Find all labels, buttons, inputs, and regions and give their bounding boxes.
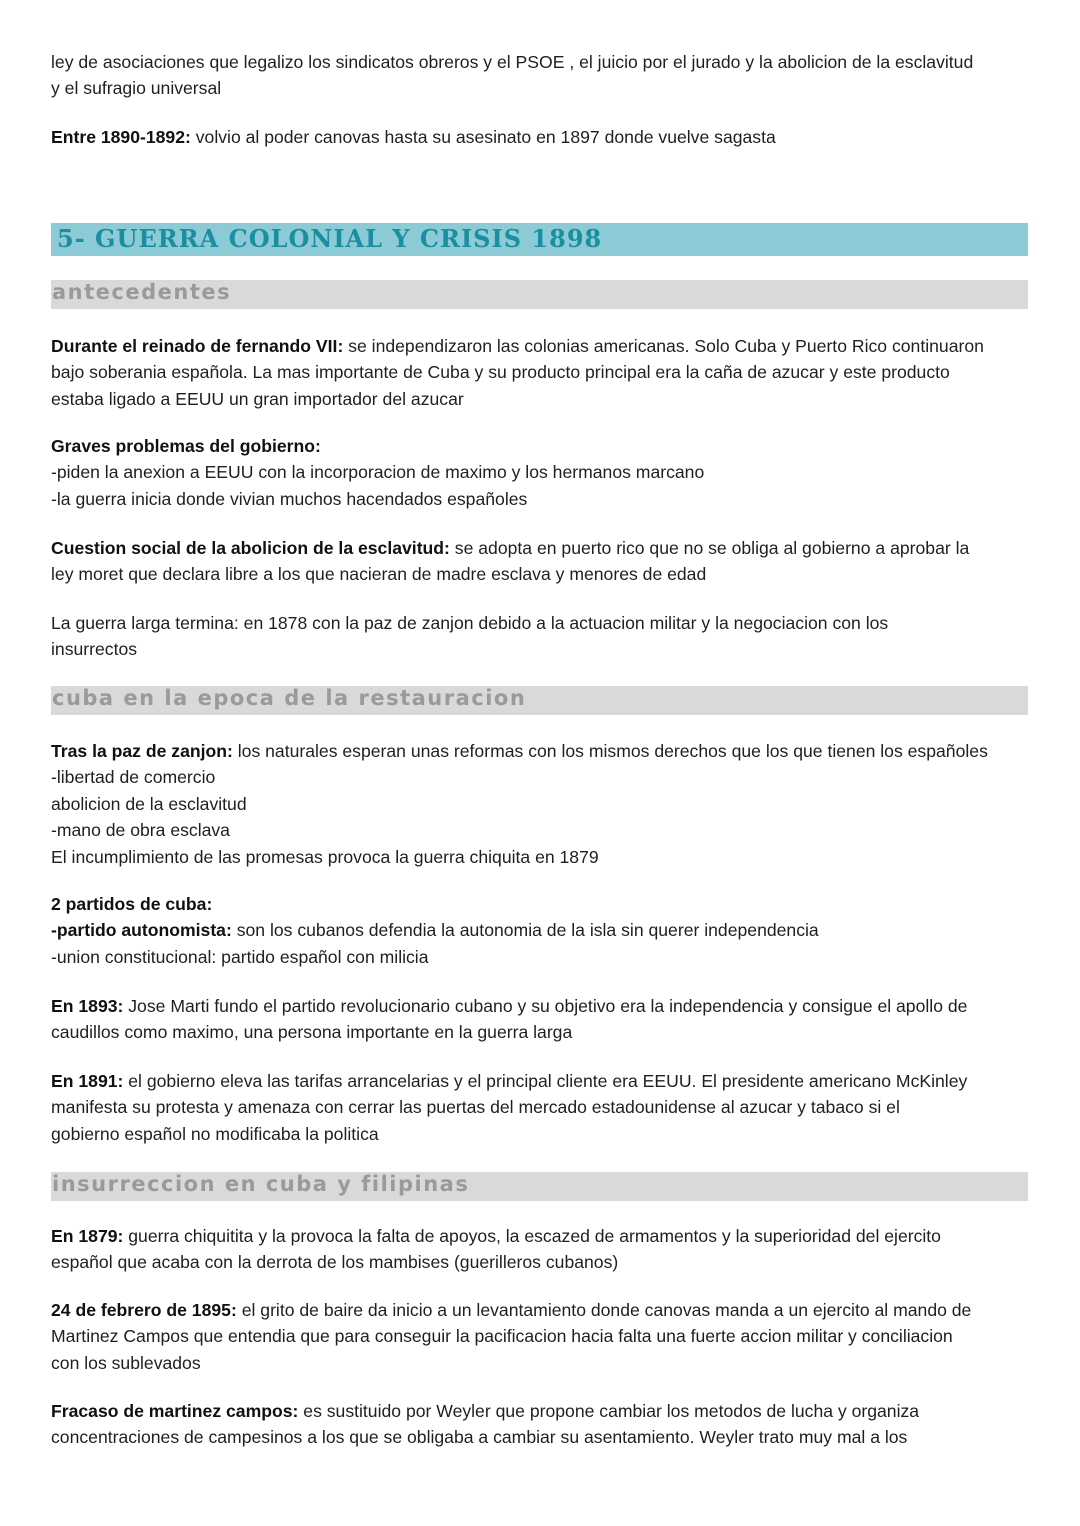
text-line <box>51 359 1041 385</box>
text-line <box>51 844 1041 870</box>
body-text: guerra chiquitita y la provoca la falta de apoyos, la escazed de armamentos y la superioridad del ejercito <box>123 1226 941 1246</box>
text-line <box>51 535 1041 561</box>
body-text: es sustituido por Weyler que propone cambiar los metodos de lucha y organiza <box>298 1401 920 1421</box>
paragraph <box>51 610 1041 663</box>
paragraph <box>51 433 1041 512</box>
body-text: abolicion de la esclavitud <box>51 793 247 814</box>
text-line <box>51 993 1041 1019</box>
text-line <box>51 433 1041 459</box>
bold-lead: Tras la paz de zanjon: <box>51 741 233 761</box>
text-line <box>51 386 1041 412</box>
body-text: La guerra larga termina: en 1878 con la paz de zanjon debido a la actuacion militar y la negociacion con los <box>51 613 889 633</box>
text-line <box>51 791 1041 817</box>
text-line <box>51 561 1041 587</box>
body-text: el grito de baire da inicio a un levantamiento donde canovas manda a un ejercito al mando de <box>236 1300 972 1320</box>
bold-lead: 24 de febrero de 1895: <box>51 1300 237 1320</box>
body-text: volvio al poder canovas hasta su asesinato en 1897 donde vuelve sagasta <box>190 127 776 147</box>
text-line <box>51 636 1041 662</box>
text-line <box>51 75 1041 101</box>
body-text: El incumplimiento de las promesas provoca la guerra chiquita en 1879 <box>51 846 599 867</box>
body-text: bajo soberania española. La mas importante de Cuba y su producto principal era la caña de azucar y este producto <box>51 362 950 383</box>
text-line <box>51 764 1041 790</box>
text-line <box>51 1424 1041 1450</box>
paragraph <box>51 333 1041 412</box>
bold-lead: -partido autonomista: <box>51 920 232 941</box>
text-line <box>51 891 1041 917</box>
paragraph <box>51 1398 1041 1451</box>
text-line <box>51 49 1041 75</box>
body-text: son los cubanos defendia la autonomia de la isla sin querer independencia <box>231 920 819 941</box>
body-text: -union constitucional: partido español con milicia <box>51 946 429 967</box>
paragraph <box>51 891 1041 970</box>
text-line <box>51 1297 1041 1323</box>
subheading-insurreccion <box>51 1172 1028 1201</box>
text-line <box>51 333 1041 359</box>
bold-lead: Graves problemas del gobierno: <box>51 436 321 456</box>
paragraph <box>51 993 1041 1046</box>
text-line <box>51 1350 1041 1376</box>
body-text: concentraciones de campesinos a los que se obligaba a cambiar su asentamiento. Weyler trato muy mal a los <box>51 1427 908 1448</box>
bold-lead: Fracaso de martinez campos: <box>51 1401 299 1421</box>
body-text: estaba ligado a EEUU un gran importador del azucar <box>51 388 464 409</box>
text-line <box>51 1068 1041 1094</box>
body-text: se adopta en puerto rico que no se obliga al gobierno a aprobar la <box>449 538 970 558</box>
paragraph <box>51 535 1041 588</box>
text-line <box>51 1323 1041 1349</box>
body-text: -libertad de comercio <box>51 767 216 788</box>
text-line <box>51 610 1041 636</box>
body-text: con los sublevados <box>51 1352 201 1373</box>
paragraph <box>51 1297 1041 1376</box>
paragraph <box>51 49 1041 102</box>
bold-lead: En 1891: <box>51 1071 124 1091</box>
subheading-cuba-restauracion <box>51 686 1028 715</box>
bold-lead: Durante el reinado de fernando VII: <box>51 336 344 356</box>
text-line <box>51 944 1041 970</box>
body-text: Jose Marti fundo el partido revolucionario cubano y su objetivo era la independencia y consigue el apollo de <box>123 996 968 1016</box>
body-text: -mano de obra esclava <box>51 820 230 841</box>
body-text: -piden la anexion a EEUU con la incorporacion de maximo y los hermanos marcano <box>51 462 705 483</box>
paragraph <box>51 1068 1041 1147</box>
subheading-text: cuba en la epoca de la restauracion <box>52 686 527 710</box>
bold-lead: En 1879: <box>51 1226 124 1246</box>
section-title: 5- GUERRA COLONIAL Y CRISIS 1898 <box>57 224 603 253</box>
body-text: y el sufragio universal <box>51 78 222 99</box>
text-line <box>51 738 1041 764</box>
body-text: el gobierno eleva las tarifas arrancelarias y el principal cliente era EEUU. El presidente americano McKinley <box>123 1071 968 1091</box>
subheading-text: insurreccion en cuba y filipinas <box>52 1172 470 1196</box>
body-text: insurrectos <box>51 639 138 660</box>
body-text: manifesta su protesta y amenaza con cerrar las puertas del mercado estadounidense al azucar y tabaco si el <box>51 1097 900 1118</box>
body-text: gobierno español no modificaba la politica <box>51 1123 379 1144</box>
text-line <box>51 459 1041 485</box>
body-text: Martinez Campos que entendia que para conseguir la pacificacion hacia falta una fuerte accion militar y conciliacion <box>51 1326 953 1347</box>
text-line <box>51 124 1041 150</box>
text-line <box>51 1398 1041 1424</box>
paragraph <box>51 1223 1041 1276</box>
text-line <box>51 917 1041 943</box>
text-line <box>51 486 1041 512</box>
body-text: español que acaba con la derrota de los mambises (guerilleros cubanos) <box>51 1252 619 1273</box>
bold-lead: 2 partidos de cuba: <box>51 894 213 914</box>
text-line <box>51 1094 1041 1120</box>
body-text: -la guerra inicia donde vivian muchos hacendados españoles <box>51 488 528 509</box>
text-line <box>51 1019 1041 1045</box>
paragraph <box>51 738 1041 870</box>
text-line <box>51 817 1041 843</box>
body-text: los naturales esperan unas reformas con los mismos derechos que los que tienen los españoles <box>232 741 988 761</box>
bold-lead: En 1893: <box>51 996 124 1016</box>
text-line <box>51 1121 1041 1147</box>
body-text: se independizaron las colonias americanas. Solo Cuba y Puerto Rico continuaron <box>343 336 984 356</box>
subheading-text: antecedentes <box>52 280 232 304</box>
section-title-bar <box>51 223 1028 256</box>
bold-lead: Cuestion social de la abolicion de la esclavitud: <box>51 538 450 558</box>
body-text: ley de asociaciones que legalizo los sindicatos obreros y el PSOE , el juicio por el jurado y la abolicion de la esclavitud <box>51 52 974 72</box>
text-line <box>51 1223 1041 1249</box>
body-text: caudillos como maximo, una persona importante en la guerra larga <box>51 1022 573 1043</box>
subheading-antecedentes <box>51 280 1028 309</box>
bold-lead: Entre 1890-1892: <box>51 127 191 147</box>
text-line <box>51 1249 1041 1275</box>
body-text: ley moret que declara libre a los que nacieran de madre esclava y menores de edad <box>51 564 707 585</box>
paragraph <box>51 124 1041 150</box>
